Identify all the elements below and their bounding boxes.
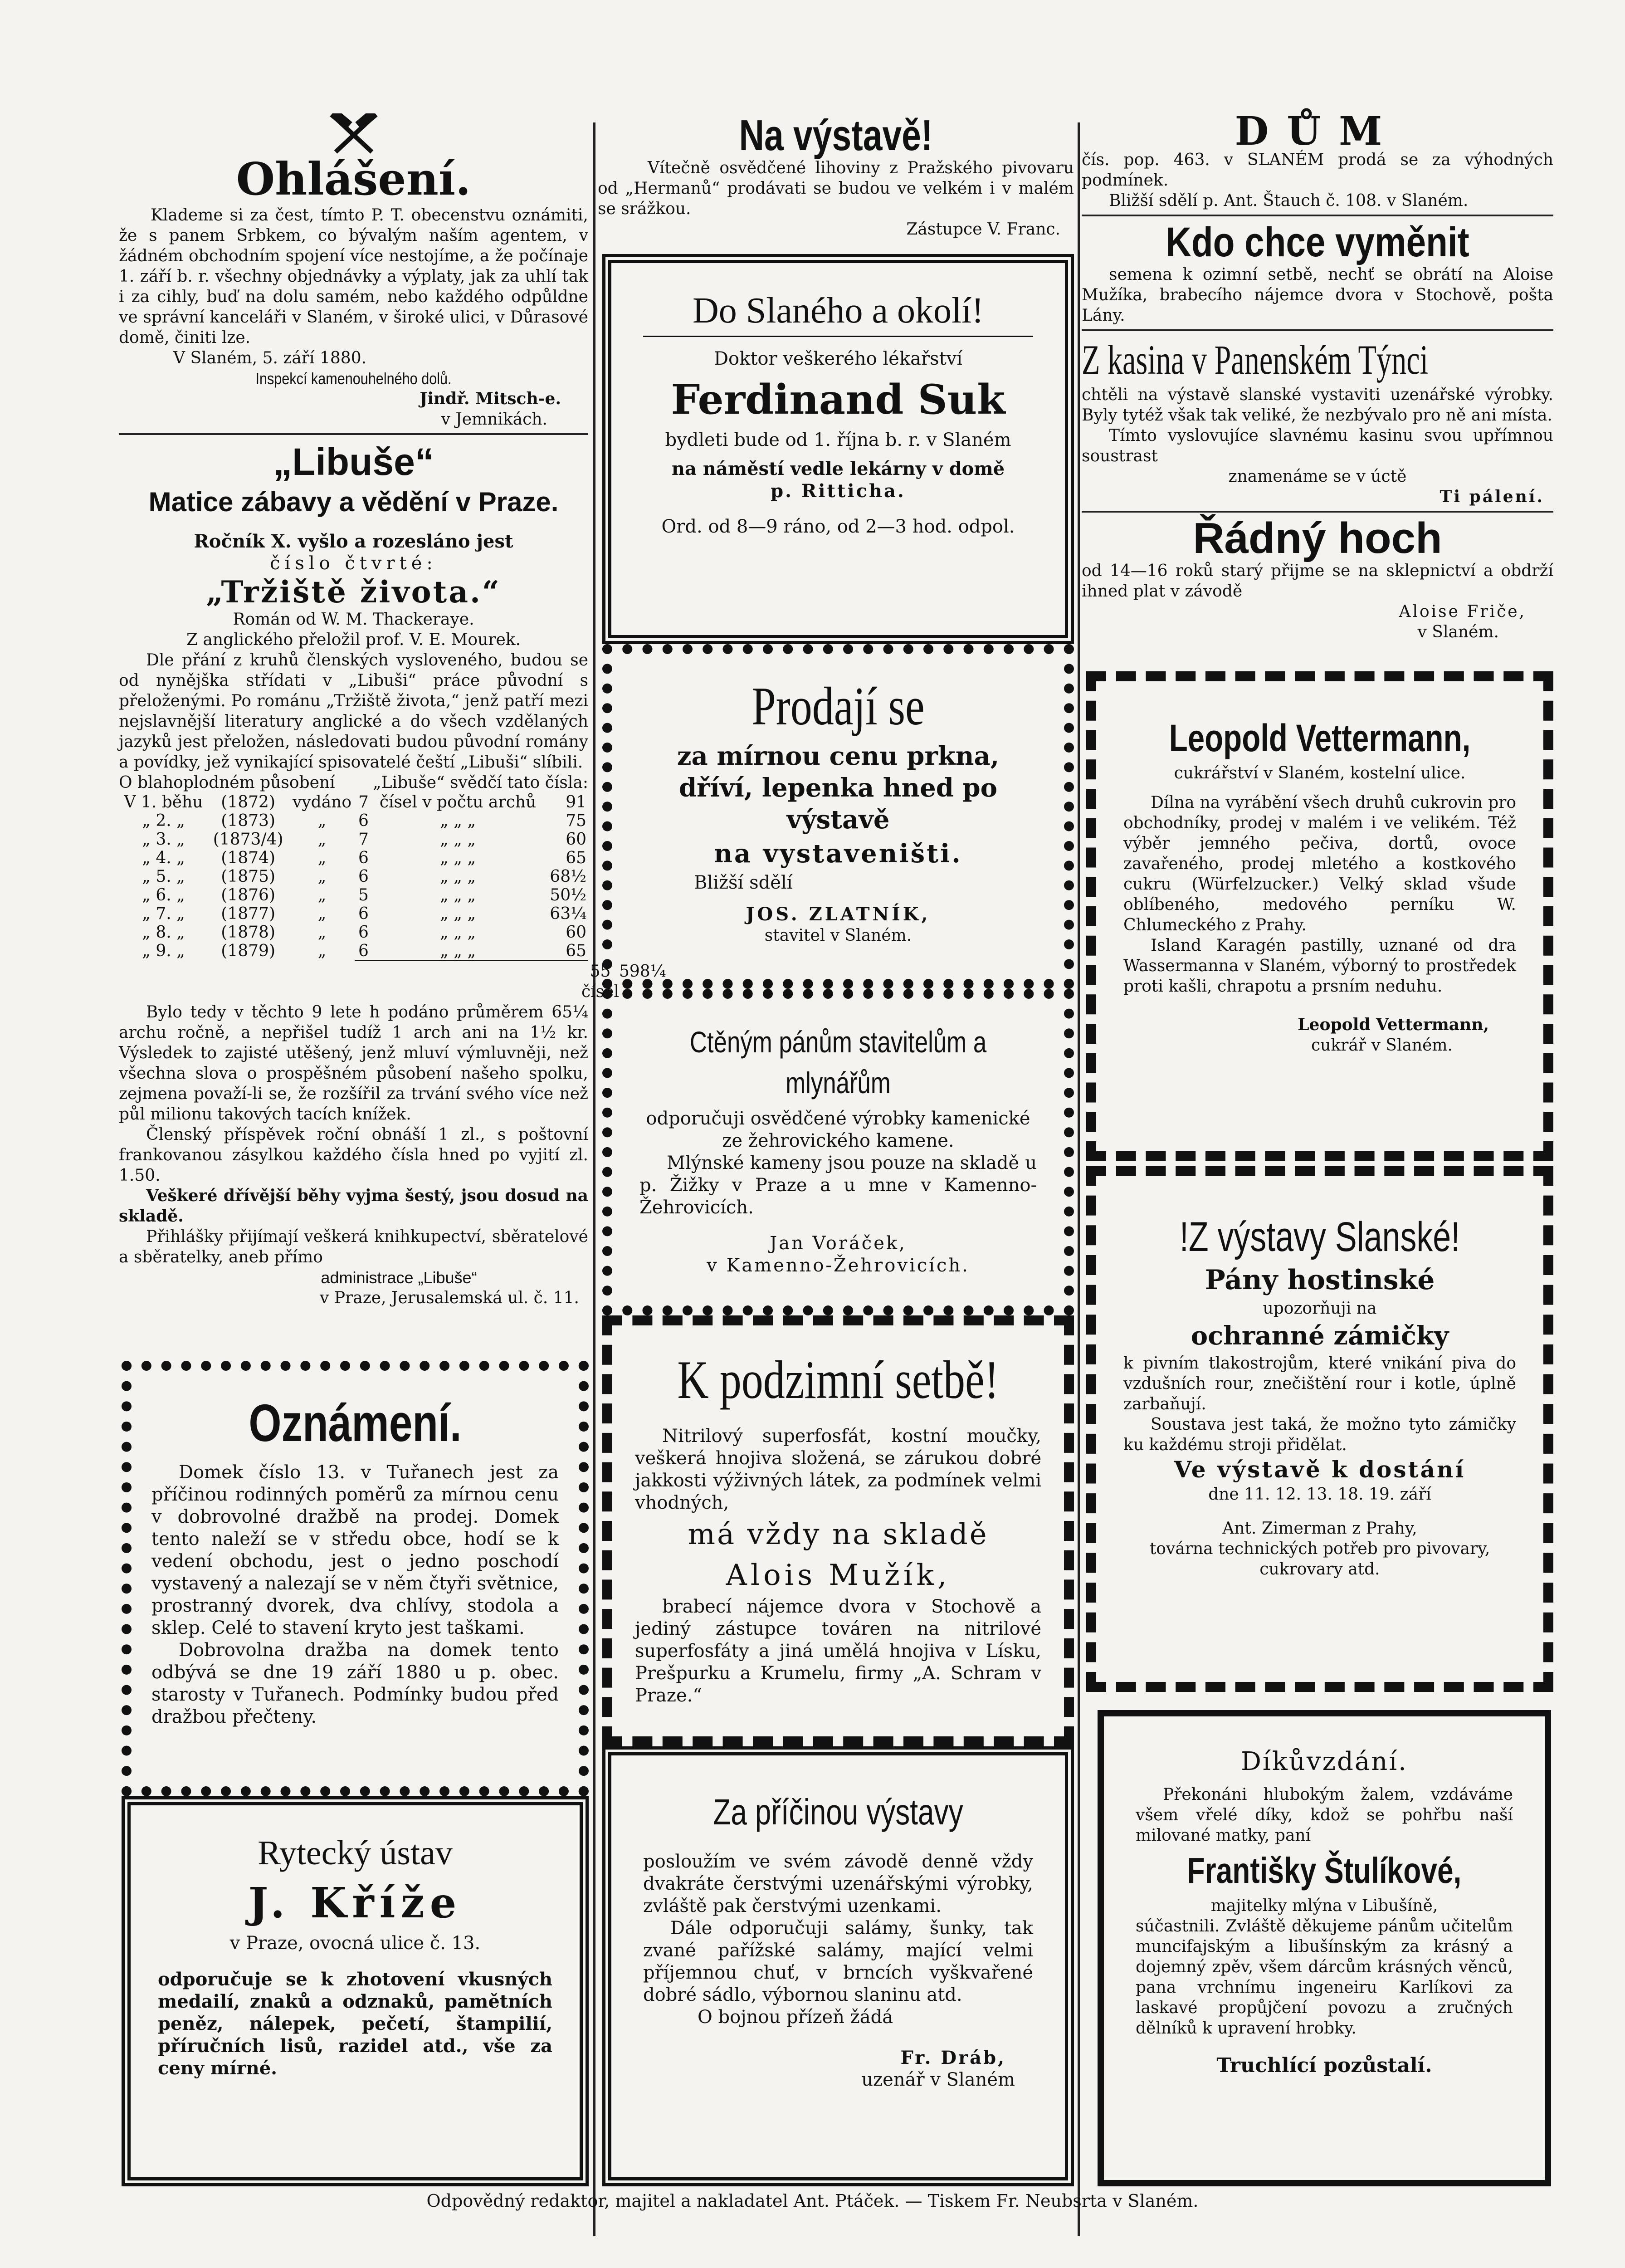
slanske-sign: Ant. Zimerman z Prahy,	[1222, 1519, 1417, 1538]
column-1	[119, 113, 666, 1308]
setbe-box	[602, 1315, 1074, 1746]
libuse-table-head	[119, 772, 588, 793]
table-cell: „ „ „	[440, 942, 476, 960]
stavitelum-title: Ctěným pánům stavitelům a mlynářům	[689, 1025, 987, 1100]
suk-line4: p. Ritticha.	[771, 480, 906, 502]
ohlaseni-place: V Slaném, 5. září 1880.	[173, 349, 367, 367]
dik-body1: Překonáni hlubokým žalem, vzdáváme všem vřelé díky, kdož se pohřbu naší milované matky, paní	[1136, 1785, 1513, 1845]
vymenit-title: Kdo chce vyměnit	[1166, 219, 1469, 265]
prodaji-sign: JOS. ZLATNÍK,	[746, 904, 931, 925]
dik-sign: Truchlící pozůstalí.	[1216, 2054, 1432, 2077]
prodaji-title: Prodají se	[752, 676, 925, 736]
table-cell: 6	[358, 849, 369, 867]
libuse-line1: Ročník X. vyšlo a rozesláno jest	[194, 531, 513, 552]
suk-header: Do Slaného a okolí!	[643, 286, 1033, 337]
libuse-total	[355, 960, 666, 1002]
table-cell: (1878)	[221, 923, 275, 942]
table-cell: (1879)	[221, 942, 275, 960]
table-cell: (1873/4)	[213, 830, 283, 849]
stavitelum-sign: Jan Voráček,	[770, 1233, 907, 1254]
setbe-title: K podzimní setbě!	[677, 1349, 999, 1410]
stavitelum-box	[602, 989, 1074, 1315]
libuse-sign: administrace „Libuše“	[321, 1268, 477, 1287]
table-cell: 60	[566, 923, 586, 942]
column-2	[598, 113, 1074, 240]
table-cell: „ „ „	[440, 886, 476, 904]
footer-imprint: Odpovědný redaktor, majitel a nakladatel Ant. Ptáček. — Tiskem Fr. Neubsrta v Slaném.	[426, 2191, 1199, 2211]
libuse-table-row	[119, 811, 588, 830]
table-cell: (1875)	[221, 867, 275, 886]
libuse-table-row	[119, 942, 588, 960]
pricinou-sign: Fr. Dráb,	[900, 2047, 1006, 2068]
prodaji-role: stavitel v Slaném.	[764, 926, 912, 945]
suk-name: Ferdinand Suk	[671, 376, 1005, 424]
table-head-left: O blahoplodném působení	[119, 773, 335, 792]
table-cell: „ „ „	[440, 867, 476, 886]
libuse-table-row	[119, 830, 588, 849]
divider	[119, 433, 588, 435]
dum-title: DŮM	[1235, 108, 1401, 154]
oznameni-box	[122, 1361, 589, 1796]
column-3	[1082, 108, 1553, 642]
libuse-translator: Z anglického přeložil prof. V. E. Mourek.	[186, 631, 521, 649]
table-cell: „ 2. „	[142, 811, 185, 830]
suk-line2: bydleti bude od 1. října b. r. v Slaném	[665, 430, 1011, 450]
libuse-table-row	[119, 904, 588, 923]
libuse-table-row	[119, 886, 588, 904]
table-cell: 6	[358, 811, 369, 830]
setbe-big1: má vždy na skladě	[688, 1518, 989, 1551]
table-cell: „	[317, 923, 327, 942]
table-cell: „ 8. „	[142, 923, 185, 942]
table-cell: 65	[566, 942, 586, 960]
ohlaseni-title: Ohlášení.	[236, 153, 471, 205]
suk-line3: na náměstí vedle lekárny v domě	[671, 458, 1005, 479]
table-cell: „	[317, 849, 327, 867]
dum-body1: čís. pop. 463. v SLANÉM prodá se za výhodných podmínek.	[1082, 151, 1553, 190]
table-cell: 63¼	[550, 904, 586, 923]
kasina-body3: znamenáme se v úctě	[1228, 467, 1407, 486]
libuse-ad	[119, 440, 666, 1308]
slanske-title: !Z výstavy Slanské!	[1179, 1214, 1460, 1260]
slanske-body1: k pivním tlakostrojům, které vnikání piva do vzdušních rour, znečištění rour i kotle, úplně zarbaňují.	[1123, 1354, 1516, 1413]
table-cell: „ 4. „	[142, 849, 185, 867]
kasina-body2: Tímto vyslovujíce slavnému kasinu svou upřímnou soustrast	[1082, 426, 1553, 465]
table-cell: „ 9. „	[142, 942, 185, 960]
table-cell: „ „ „	[440, 830, 476, 849]
table-cell: „ „ „	[440, 811, 476, 830]
vymenit-body: semena k ozimní setbě, nechť se obrátí na Aloise Mužíka, brabecího nájemce dvora v Stochově, pošta Lány.	[1082, 265, 1553, 325]
vystave-sign: Zástupce V. Franc.	[906, 220, 1060, 239]
table-cell: 50½	[550, 886, 586, 904]
kasina-body1: chtěli na výstavě slanské vystaviti uzenářské výrobky. Byly tytéž však tak veliké, že nezbývalo pro ně ani místa.	[1082, 386, 1553, 425]
vettermann-body1: Dílna na vyrábění všech druhů cukrovin pro obchodníky, prodej v malém i ve velikém. Též výběr jemného pečiva, dortů, ovoce zavařeného, prodej mletého a kostkového cukru (Würfelzucker.) Velký sklad všude oblíbeného, medového perníku W. Chlumeckého z Prahy.	[1123, 793, 1516, 934]
libuse-subtitle: Matice zábavy a vědění v Praze.	[148, 487, 559, 517]
stavitelum-body2: Mlýnské kameny jsou pouze na skladě u p. Žižky v Praze a u mne v Kamenno-Žehrovicích.	[639, 1153, 1037, 1218]
vystave-body: Vítečně osvědčené lihoviny z Pražského pivovaru od „Hermanů“ prodávati se budou ve velkém i v malém se srážkou.	[598, 159, 1074, 218]
libuse-addr: v Praze, Jerusalemská ul. č. 11.	[320, 1289, 579, 1307]
ohlaseni-ad	[119, 113, 588, 430]
table-cell: 75	[566, 811, 586, 830]
libuse-table	[119, 793, 588, 960]
suk-hours: Ord. od 8—9 ráno, od 2—3 hod. odpol.	[661, 516, 1015, 537]
table-cell: (1872)	[221, 793, 275, 811]
libuse-title: „Libuše“	[273, 440, 434, 483]
table-cell: 6	[358, 923, 369, 942]
setbe-big2: Alois Mužík,	[726, 1559, 951, 1592]
table-cell: „ 3. „	[142, 830, 185, 849]
table-cell: „	[317, 886, 327, 904]
column-rule-1	[593, 122, 595, 2236]
table-cell: „	[317, 867, 327, 886]
table-cell: (1874)	[221, 849, 275, 867]
dik-title: Díkůvzdání.	[1241, 1747, 1408, 1776]
column-rule-2	[1078, 122, 1080, 2236]
stavitelum-body1: odporučuji osvědčené výrobky kamenické ze žehrovického kamene.	[646, 1108, 1030, 1151]
libuse-line2: číslo čtvrté:	[270, 553, 437, 574]
rytecky-box	[122, 1796, 589, 2186]
ohlaseni-sign1: Inspekcí kamenouhelného dolů.	[255, 369, 452, 388]
table-cell: 5	[358, 886, 369, 904]
rytecky-title1: Rytecký ústav	[258, 1834, 453, 1872]
libuse-book: „Tržiště života.“	[206, 574, 501, 610]
hoch-body: od 14—16 roků starý přijme se na sklepnictví a obdrží ihned plat v závodě	[1082, 562, 1553, 601]
vystave-title: Na výstavě!	[739, 111, 933, 160]
kasina-sign: Ti pálení.	[1440, 487, 1544, 506]
table-cell: 6	[358, 867, 369, 886]
dik-body2: majitelky mlýna v Libušíně,	[1210, 1897, 1438, 1915]
libuse-body3: Členský příspěvek roční obnáší 1 zl., s poštovní frankovanou zásylkou každého čísla hned po vyjití zl. 1.50.	[119, 1125, 588, 1185]
table-cell: (1873)	[221, 811, 275, 830]
vettermann-box	[1086, 671, 1553, 1161]
hoch-title: Řádný hoch	[1193, 514, 1442, 562]
pricinou-box	[602, 1746, 1074, 2186]
libuse-table-row	[119, 867, 588, 886]
libuse-body2: Bylo tedy v těchto 9 lete h podáno průměrem 65¼ archu ročně, a nepřišel tudíž 1 arch ani na 1½ kr. Výsledek to zajisté utěšený, jenž mluví výmluvněji, než všechna slova o prospěšném působení našeho spolku, zejmena považí-li se, že rozšířil za trvání svého více než půl milionu takových tacích knížek.	[119, 1003, 588, 1124]
hoch-place: v Slaném.	[1417, 623, 1499, 641]
table-cell: 6	[358, 904, 369, 923]
slanske-box	[1086, 1166, 1553, 1692]
table-cell: vydáno	[292, 793, 352, 811]
pricinou-body2: Dále odporučuji salámy, šunky, tak zvané pařížské salámy, mající velmi příjemnou chuť, v brncích vyškvařené dobré sádlo, výbornou slaninu atd.	[643, 1918, 1033, 2005]
table-cell: 7	[358, 793, 369, 811]
table-cell: 7	[358, 830, 369, 849]
vettermann-subtitle: cukrářství v Slaném, kostelní ulice.	[1174, 764, 1466, 782]
table-cell: „	[317, 830, 327, 849]
table-cell: „	[317, 942, 327, 960]
oznameni-body1: Domek číslo 13. v Tuřanech jest za příčinou rodinných poměrů za mírnou cenu v dobrovolné dražbě na prodej. Domek tento naleží se v středu obce, hodí se k vedení obchodu, jest o jedno poschodí vystavený a nalezají se v něm čtyři světnice, prostranný dvorek, dva chlívy, stodola a sklep. Celé to stavení kryto jest taškami.	[151, 1462, 559, 1638]
slanske-body2: Soustava jest taká, že možno tyto zámičky ku každému stroji přidělat.	[1123, 1415, 1516, 1454]
slanske-sub2: upozorňuji na	[1263, 1299, 1377, 1318]
ohlaseni-body: Klademe si za čest, tímto P. T. obecenstvu oznámiti, že s panem Srbkem, co bývalým naším agentem, v žádném obchodním spojení více nestojíme, a že počínaje 1. září b. r. všechny objednávky a výplaty, jak za uhlí tak i za cihly, buď na dolu samém, nebo každého odpůldne ve správní kanceláři v Slaném, v široké ulici, v Důrasové domě, činiti lze.	[119, 206, 588, 347]
oznameni-title: Oznámení.	[249, 1393, 462, 1452]
prodaji-box	[602, 644, 1074, 989]
pricinou-role: uzenář v Slaném	[861, 2069, 1015, 2090]
table-cell: 91	[566, 793, 586, 811]
dik-box	[1098, 1710, 1551, 2186]
oznameni-body2: Dobrovolna dražba na domek tento odbývá se dne 19 září 1880 u p. obec. starosty v Tuřanech. Podmínky budou před dražbou přečteny.	[151, 1640, 559, 1727]
table-cell: 68½	[550, 867, 586, 886]
suk-line1: Doktor veškerého lékařství	[713, 348, 963, 369]
rytecky-title2: J. Kříže	[248, 1878, 462, 1927]
table-cell: „ 7. „	[142, 904, 185, 923]
vettermann-body2: Island Karagén pastilly, uznané od dra Wassermanna v Slaném, výborný to prostředek proti kašli, chrapotu a prsním neduhu.	[1123, 936, 1516, 996]
table-cell: V 1. běhu	[124, 793, 203, 811]
libuse-author: Román od W. M. Thackeraye.	[233, 610, 474, 629]
libuse-table-row	[119, 793, 588, 811]
table-head-right: „Libuše“ svědčí tato čísla:	[373, 773, 588, 792]
dum-body2: Bližší sdělí p. Ant. Štauch č. 108. v Slaném.	[1109, 191, 1469, 210]
setbe-body1: Nitrilový superfosfát, kostní moučky, veškerá hnojiva složená, se zárukou dobré jakkosti výživných látek, za podmínek velmi vhodných,	[635, 1426, 1041, 1513]
slanske-sub3: ochranné zámičky	[1191, 1321, 1449, 1351]
slanske-sub1: Pány hostinské	[1205, 1264, 1435, 1296]
libuse-body1: Dle přání z kruhů členských vysloveného, budou se od nynějška střídati v „Libuši“ práce původní s přeloženými. Po románu „Tržiště života,“ jenž patří mezi nejslavnější literatury anglické a do všech vzdělaných jazyků jest přeložen, následovati budou původní romány a povídky, jež vynikající spisovatelé čeští „Libuši“ slíbili.	[119, 651, 588, 772]
table-cell: „ 6. „	[142, 886, 185, 904]
slanske-big: Ve výstavě k dostání	[1174, 1456, 1466, 1483]
ohlaseni-sign3: v Jemnikách.	[441, 410, 547, 429]
pricinou-body1: posloužím ve svém závodě denně vždy dvakráte čerstvými uzenářskými výrobky, zvláště pak čerstvými uzenkami.	[643, 1851, 1033, 1916]
total-right: 598¼	[619, 962, 666, 981]
divider	[1082, 511, 1553, 513]
libuse-body4: Veškeré dřívější běhy vyjma šestý, jsou dosud na skladě.	[119, 1186, 588, 1226]
prodaji-body1: za mírnou cenu prkna, dříví, lepenka hned po výstavě	[677, 741, 1000, 835]
vettermann-title: Leopold Vettermann,	[1169, 717, 1471, 759]
pricinou-title: Za příčinou výstavy	[713, 1792, 963, 1832]
dik-name: Františky Štulíkové,	[1187, 1850, 1462, 1891]
table-cell: 65	[566, 849, 586, 867]
pricinou-body3: O bojnou přízeň žádá	[698, 2007, 893, 2028]
vettermann-sign: Leopold Vettermann,	[1298, 1015, 1489, 1034]
table-cell: „	[317, 904, 327, 923]
prodaji-body2: na vystaveništi.	[714, 839, 962, 869]
rytecky-body: odporučuje se k zhotovení vkusných medailí, znaků a odznaků, pamětních peněz, nálepek, pečetí, štampilií, příručních lisů, razidel atd., vše za ceny mírné.	[158, 1969, 552, 2079]
table-cell: čísel v počtu archů	[379, 793, 537, 811]
prodaji-body3: Bližší sdělí	[694, 872, 793, 893]
kasina-title: Z kasina v Panenském Týnci	[1082, 337, 1429, 383]
stavitelum-place: v Kamenno-Žehrovicích.	[707, 1255, 970, 1276]
libuse-body5: Přihlášky přijímají veškerá knihkupectví, sběratelové a sběratelky, aneb přímo	[119, 1227, 588, 1266]
suk-box	[602, 254, 1074, 644]
libuse-table-row	[119, 923, 588, 942]
table-cell: „ „ „	[440, 904, 476, 923]
divider	[1082, 215, 1553, 216]
total-left: 55 čísel	[581, 962, 619, 1001]
vettermann-role: cukrář v Slaném.	[1311, 1036, 1453, 1055]
table-cell: „ „ „	[440, 849, 476, 867]
setbe-body2: brabecí nájemce dvora v Stochově a jediný zástupce továren na nitrilové superfosfáty a jiná umělá hnojiva v Lísku, Prešpurku a Krumelu, firmy „A. Schram v Praze.“	[635, 1596, 1041, 1706]
libuse-table-row	[119, 849, 588, 867]
table-cell: 60	[566, 830, 586, 849]
table-cell: (1876)	[221, 886, 275, 904]
table-cell: „ 5. „	[142, 867, 185, 886]
table-cell: „	[317, 811, 327, 830]
slanske-role: továrna technických potřeb pro pivovary, cukrovary atd.	[1149, 1540, 1490, 1579]
table-cell: 6	[358, 942, 369, 960]
rytecky-addr: v Praze, ovocná ulice č. 13.	[229, 1933, 481, 1954]
table-cell: „ „ „	[440, 923, 476, 942]
ohlaseni-sign2: Jindř. Mitsch-e.	[420, 389, 561, 408]
slanske-dates: dne 11. 12. 13. 18. 19. září	[1208, 1485, 1431, 1504]
divider	[1082, 329, 1553, 331]
crossed-hammers-icon	[119, 113, 588, 154]
table-cell: (1877)	[221, 904, 275, 923]
hoch-sign: Aloise Friče,	[1399, 602, 1526, 621]
dik-body3: súčastnili. Zvláště děkujeme pánům učitelům muncifajským a libušínským za krásný a dojemný zpěv, všem dárcům krásných věnců, pana vrchnímu ingeneiru Karlíkovi za laskavé propůjčení povozu a zručných dělníků k upravení hrobky.	[1136, 1917, 1513, 2038]
